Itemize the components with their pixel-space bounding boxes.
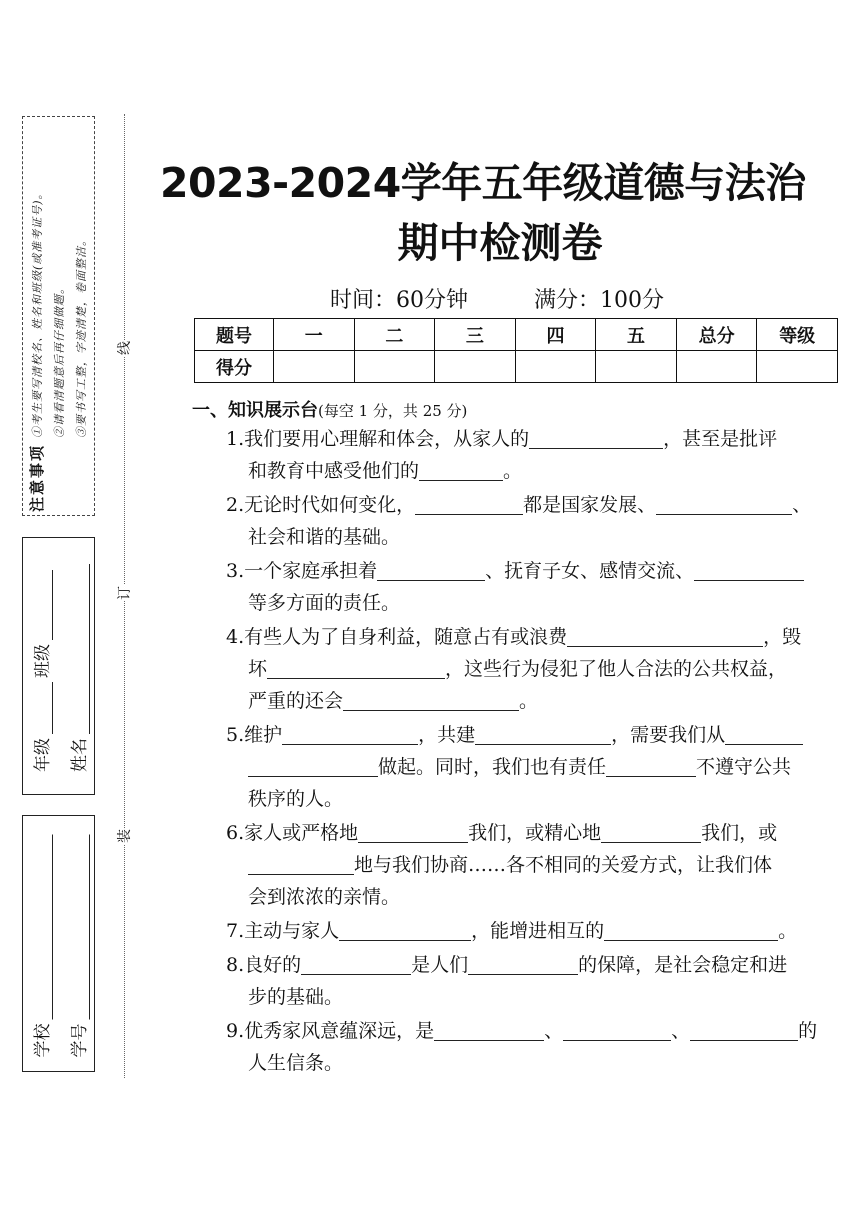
- score-cell-header: 二: [354, 319, 435, 351]
- q5-text: ，需要我们从: [611, 724, 726, 746]
- section-heading: [192, 396, 467, 422]
- q2-text: 社会和谐的基础。: [248, 526, 401, 548]
- score-cell-header: 四: [515, 319, 596, 351]
- q2-text: 都是国家发展、: [523, 494, 657, 516]
- q9-text: 9.优秀家风意蕴深远，是: [226, 1020, 435, 1042]
- q9-blank-3[interactable]: [690, 1018, 798, 1041]
- class-label: 班级: [32, 644, 53, 678]
- q3-text: 3.一个家庭承担着: [226, 560, 378, 582]
- question-1: [226, 423, 846, 487]
- q2-blank-1[interactable]: [415, 492, 523, 515]
- score-cell[interactable]: [596, 351, 677, 383]
- score-table-score-row: [195, 351, 838, 383]
- q5-text: 秩序的人。: [248, 788, 344, 810]
- q8-blank-2[interactable]: [468, 952, 578, 975]
- q8-text: 8.良好的: [226, 954, 302, 976]
- score-table-header-row: [195, 319, 838, 351]
- q4-text: ，毁: [763, 626, 802, 648]
- question-6: [226, 817, 846, 913]
- q7-text: ，能增进相互的: [471, 920, 605, 942]
- binding-mark-zhuang: 装: [117, 829, 133, 843]
- q5-text: ，共建: [418, 724, 476, 746]
- q6-text: 我们，或: [701, 822, 778, 844]
- q5-text: 5.维护: [226, 724, 283, 746]
- score-cell[interactable]: [757, 351, 838, 383]
- exam-time: 时间：60分钟: [330, 288, 468, 313]
- q6-blank-2[interactable]: [601, 820, 701, 843]
- q4-text: 4.有些人为了自身利益，随意占有或浪费: [226, 626, 568, 648]
- q6-text: 6.家人或严格地: [226, 822, 359, 844]
- q6-blank-1[interactable]: [358, 820, 468, 843]
- q4-blank-2[interactable]: [267, 656, 445, 679]
- question-5: [226, 719, 846, 815]
- q4-text: ，这些行为侵犯了他人合法的公共权益，: [445, 658, 788, 680]
- q3-text: 、抚育子女、感情交流、: [485, 560, 695, 582]
- exam-title-line2: 期中检测卷: [397, 219, 603, 267]
- score-cell-header: 总分: [676, 319, 757, 351]
- score-cell-header: 等级: [757, 319, 838, 351]
- q6-text: 地与我们协商……各不相同的关爱方式，让我们体: [354, 854, 773, 876]
- notice-heading: 注意事项: [27, 443, 45, 512]
- q1-text: ，甚至是批评: [663, 428, 778, 450]
- question-7: [226, 915, 846, 947]
- q3-text: 等多方面的责任。: [248, 592, 401, 614]
- score-cell-header: 五: [596, 319, 677, 351]
- school-field[interactable]: [34, 834, 53, 1019]
- q9-blank-1[interactable]: [434, 1018, 544, 1041]
- name-label: 姓名: [69, 738, 90, 772]
- score-cell-header: 三: [435, 319, 516, 351]
- notice-line-1: ①考生要写清校名、姓名和班级(或准考证号)。: [30, 187, 43, 438]
- q4-blank-1[interactable]: [567, 624, 763, 647]
- q9-text: 、: [544, 1020, 564, 1042]
- q8-text: 的保障，是社会稳定和进: [578, 954, 788, 976]
- q5-text: 不遵守公共: [696, 756, 792, 778]
- q4-blank-3[interactable]: [343, 688, 519, 711]
- score-cell[interactable]: [354, 351, 435, 383]
- score-cell[interactable]: [274, 351, 355, 383]
- q7-blank-1[interactable]: [339, 918, 471, 941]
- notice-box: [22, 116, 95, 516]
- notice-line-2: ②请看清题意后再仔细做题。: [52, 282, 65, 438]
- q8-blank-1[interactable]: [301, 952, 411, 975]
- question-2: [226, 489, 846, 553]
- q5-blank-3[interactable]: [725, 722, 803, 745]
- q7-text: 。: [778, 920, 798, 942]
- score-cell-header: 一: [274, 319, 355, 351]
- q5-blank-5[interactable]: [606, 754, 696, 777]
- question-9: [226, 1015, 846, 1079]
- q6-blank-3[interactable]: [248, 852, 354, 875]
- binding-mark-ding: 订: [117, 586, 133, 600]
- grade-label: 年级: [32, 738, 53, 772]
- q4-text: 。: [519, 690, 539, 712]
- q5-blank-2[interactable]: [475, 722, 611, 745]
- q9-text: 的: [798, 1020, 818, 1042]
- q4-text: 严重的还会: [248, 690, 344, 712]
- q6-text: 我们，或精心地: [468, 822, 602, 844]
- q5-text: 做起。同时，我们也有责任: [378, 756, 607, 778]
- score-row-label: 得分: [195, 351, 274, 383]
- q1-text: 1.我们要用心理解和体会，从家人的: [226, 428, 530, 450]
- number-label: 学号: [69, 1023, 90, 1057]
- section-note: (每空 1 分，共 25 分): [318, 402, 468, 420]
- class-field[interactable]: [34, 570, 53, 640]
- q7-text: 7.主动与家人: [226, 920, 340, 942]
- q5-blank-1[interactable]: [282, 722, 418, 745]
- exam-title-line1: 2023-2024学年五年级道德与法治: [160, 159, 806, 207]
- q4-text: 坏: [248, 658, 268, 680]
- q8-text: 是人们: [411, 954, 469, 976]
- grade-class-name-box: [22, 537, 95, 795]
- q3-blank-2[interactable]: [694, 558, 804, 581]
- question-4: [226, 621, 846, 717]
- question-8: [226, 949, 846, 1013]
- grade-field[interactable]: [34, 682, 53, 734]
- q3-blank-1[interactable]: [377, 558, 485, 581]
- section-title: 一、知识展示台: [192, 400, 318, 421]
- question-3: [226, 555, 846, 619]
- school-label: 学校: [32, 1023, 53, 1057]
- q5-blank-4[interactable]: [248, 754, 378, 777]
- q1-blank-1[interactable]: [529, 426, 663, 449]
- q9-text: 、: [671, 1020, 691, 1042]
- exam-info: [330, 283, 664, 314]
- q2-blank-2[interactable]: [656, 492, 792, 515]
- score-cell[interactable]: [435, 351, 516, 383]
- name-field[interactable]: [71, 564, 90, 734]
- binding-mark-line: 线: [117, 341, 133, 355]
- score-cell-header: 题号: [195, 319, 274, 351]
- q8-text: 步的基础。: [248, 986, 344, 1008]
- q2-text: 2.无论时代如何变化，: [226, 494, 416, 516]
- q1-blank-2[interactable]: [419, 458, 503, 481]
- q9-blank-2[interactable]: [563, 1018, 671, 1041]
- notice-line-3: ③要书写工整，字迹清楚，卷面整洁。: [74, 234, 87, 438]
- q1-text: 和教育中感受他们的: [248, 460, 420, 482]
- q1-text: 。: [503, 460, 523, 482]
- score-cell[interactable]: [676, 351, 757, 383]
- score-table: [194, 318, 838, 383]
- exam-full-score: 满分：100分: [534, 288, 664, 313]
- q2-text: 、: [792, 494, 812, 516]
- q9-text: 人生信条。: [248, 1052, 344, 1074]
- q6-text: 会到浓浓的亲情。: [248, 886, 401, 908]
- score-cell[interactable]: [515, 351, 596, 383]
- school-number-box: [22, 815, 95, 1072]
- q7-blank-2[interactable]: [604, 918, 778, 941]
- number-field[interactable]: [71, 834, 90, 1019]
